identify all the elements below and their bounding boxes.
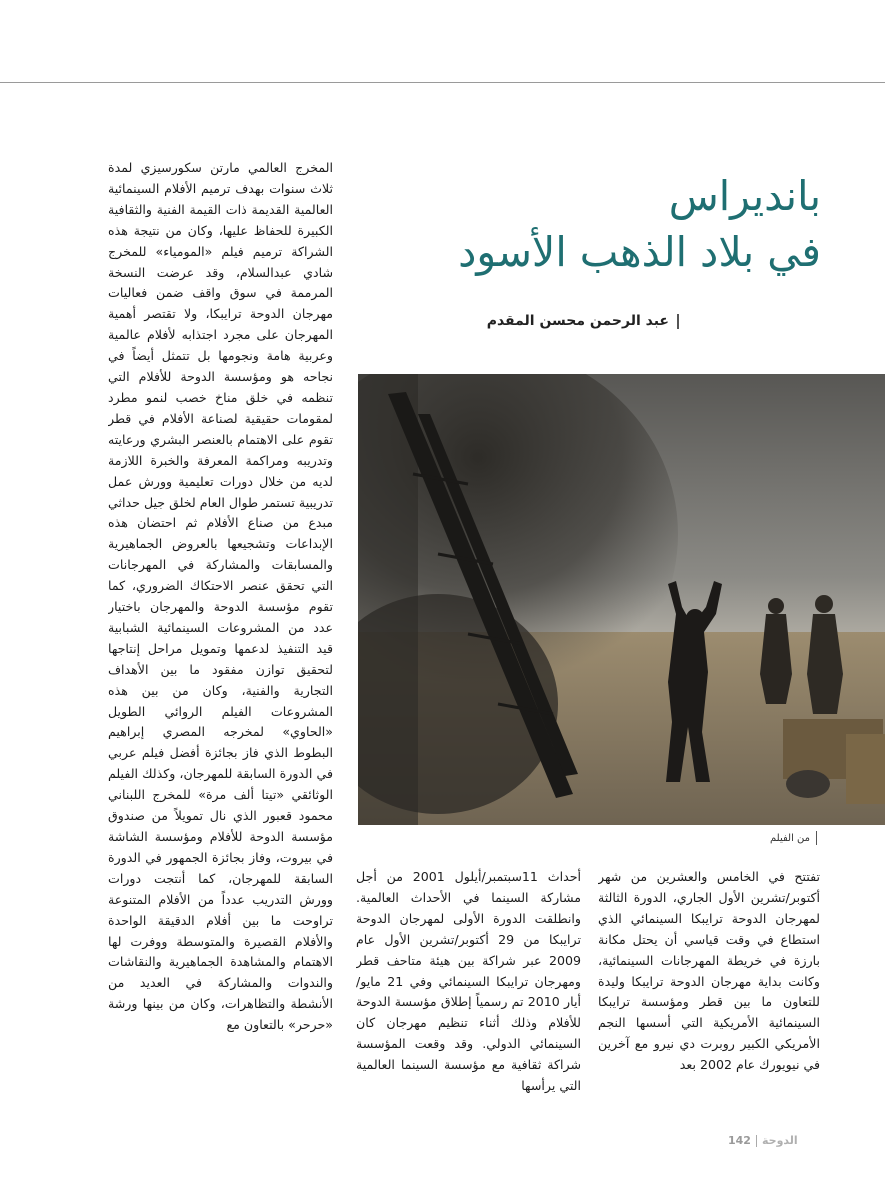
- caption-marker: [816, 831, 817, 845]
- top-divider-line: [0, 82, 885, 83]
- caption-text: من الفيلم: [769, 833, 810, 844]
- title-line-1: بانديراس: [668, 172, 821, 220]
- page-footer: [728, 1134, 798, 1147]
- article-title: [381, 168, 821, 280]
- photo-caption: [770, 831, 817, 845]
- body-column-left: [108, 158, 333, 1118]
- title-line-2: في بلاد الذهب الأسود: [458, 228, 821, 276]
- body-column-right: [598, 867, 820, 1117]
- footer-separator: [756, 1135, 757, 1147]
- page-number: 142: [728, 1134, 751, 1147]
- paragraph-right: تفتتح في الخامس والعشرين من شهر أكتوبر/تشرين الأول الجاري، الدورة الثالثة لمهرجان الدوحة ترايبكا السينمائي الذي استطاع في وقت قياسي أن يحتل مكانة بارزة في خريطة المهرجانات السينمائية، وكانت بداية مهرجان الدوحة ترايبكا وليدة للتعاون ما بين قطر ومؤسسة ترايبكا السينمائية الأمريكية التي أسسها النجم الأمريكي الكبير روبرت دي نيرو مع آخرين في نيويورك عام 2002 بعد: [598, 869, 820, 1073]
- paragraph-middle: أحداث 11سبتمبر/أيلول 2001 من أجل مشاركة السينما في الأحداث العالمية. وانطلقت الدورة الأولى لمهرجان الدوحة ترايبكا من 29 أكتوبر/تشرين الأول عام 2009 عبر شراكة بين هيئة متاحف قطر ومهرجان ترايبكا السينمائي وفي 21 مايو/أيار 2010 تم رسمياً إطلاق مؤسسة الدوحة للأفلام وذلك أثناء تنظيم مهرجان كان السينمائي الدولي. وقد وقعت المؤسسة شراكة ثقافية مع مؤسسة السينما العالمية التي يرأسها: [356, 869, 581, 1094]
- body-column-middle: [356, 867, 581, 1117]
- magazine-name: الدوحة: [761, 1134, 798, 1147]
- byline-marker: [677, 314, 679, 329]
- author-name: عبد الرحمن محسن المقدم: [486, 313, 669, 329]
- paragraph-left: المخرج العالمي مارتن سكورسيزي لمدة ثلاث سنوات بهدف ترميم الأفلام السينمائية العالمية القديمة ذات القيمة الفنية والثقافية الكبيرة للحفاظ عليها، وكان من نتيجة هذه الشراكة ترميم فيلم «المومياء» للمخرج شادي عبدالسلام، وقد عرضت النسخة المرممة في سوق واقف ضمن فعاليات مهرجان الدوحة ترايبكا، ولا تقتصر أهمية المهرجان على مجرد اجتذابه لأفلام عالمية وعربية هامة ونجومها بل تتمثل أيضاً في نجاحه هو ومؤسسة الدوحة للأفلام التي تنظمه في خلق مناخ خصب لنمو مطرد لمقومات حقيقية لصناعة الأفلام في قطر تقوم على الاهتمام بالعنصر البشري ورعايته وتدريبه ومراكمة المعرفة والخبرة اللازمة لديه من خلال دورات تعليمية وورش عمل تدريبية تستمر طوال العام لخلق جيل حداثي مبدع من صناع الأفلام ثم احتضان هذه الإبداعات وتشجيعها بالعروض الجماهيرية والمسابقات والمشاركة في المهرجانات التي تحقق عنصر الاحتكاك الضروري، كما تقوم مؤسسة الدوحة والمهرجان باختيار عدد من المشروعات السينمائية الشبابية قيد التنفيذ لدعمها وتمويل مراحل إنتاجها لتحقيق توازن مفقود ما بين الأهداف التجارية والفنية، وكان من بين هذه المشروعات الفيلم الروائي الطويل «الحاوي» لمخرجه المصري إبراهيم البطوط الذي فاز بجائزة أفضل فيلم عربي في الدورة السابقة للمهرجان، وكذلك الفيلم الوثائقي «تيتا ألف مرة» للمخرج اللبناني محمود قعبور الذي نال تمويلاً من صندوق مؤسسة الدوحة للأفلام ومؤسسة الشاشة في بيروت، وفاز بجائزة الجمهور في الدورة السابقة للمهرجان، كما أنتجت دورات وورش التدريب عدداً من الأفلام المتنوعة تراوحت ما بين أفلام الدقيقة الواحدة والأفلام القصيرة والمتوسطة ووفرت لها الاهتمام والمشاهدة الجماهيرية والنقاشات والندوات والمشاركة في العديد من الأنشطة والتظاهرات، وكان من بينها ورشة «حرحر» بالتعاون مع: [108, 160, 333, 1033]
- film-still-photo: [358, 374, 885, 825]
- author-byline: [487, 313, 679, 329]
